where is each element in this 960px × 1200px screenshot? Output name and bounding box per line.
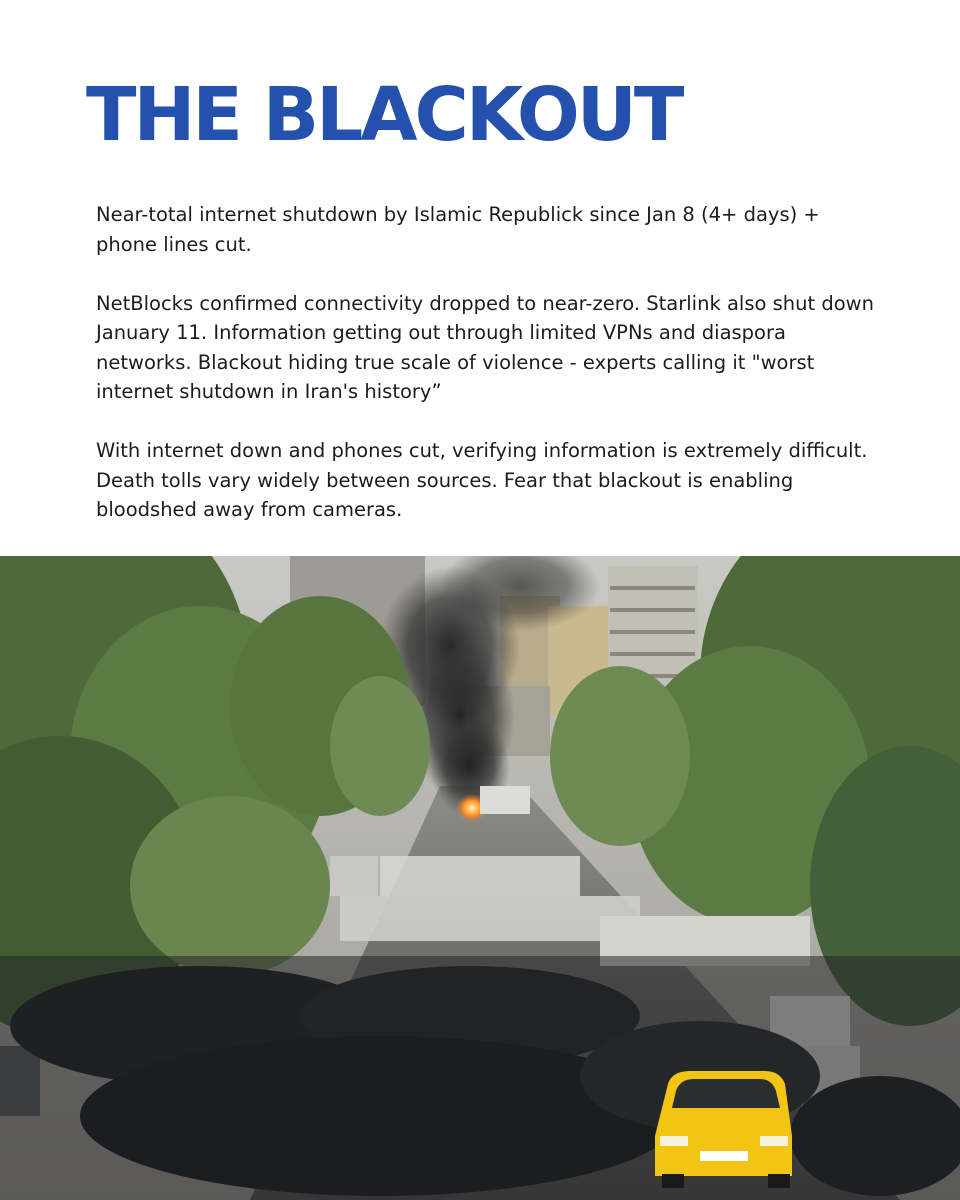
street-protest-photo <box>0 556 960 1200</box>
paragraph-netblocks: NetBlocks confirmed connectivity dropped to near-zero. Starlink also shut down January 11. Information getting out through limited VPNs and diaspora networks. Blackout hiding true scale of violence - experts calling it "worst internet shutdown in Iran's history” <box>96 291 874 403</box>
paragraph-shutdown: Near-total internet shutdown by Islamic Republick since Jan 8 (4+ days) + phone lines cut. <box>96 203 820 256</box>
crowd <box>0 956 960 1200</box>
paragraph-verification: With internet down and phones cut, verifying information is extremely difficult. Death tolls vary widely between sources. Fear that blackout is enabling bloodshed away from cameras. <box>96 439 868 521</box>
body-text <box>96 200 876 525</box>
yellow-taxi <box>655 1071 792 1188</box>
text-section <box>0 0 960 556</box>
page-title: THE BLACKOUT <box>86 72 682 158</box>
